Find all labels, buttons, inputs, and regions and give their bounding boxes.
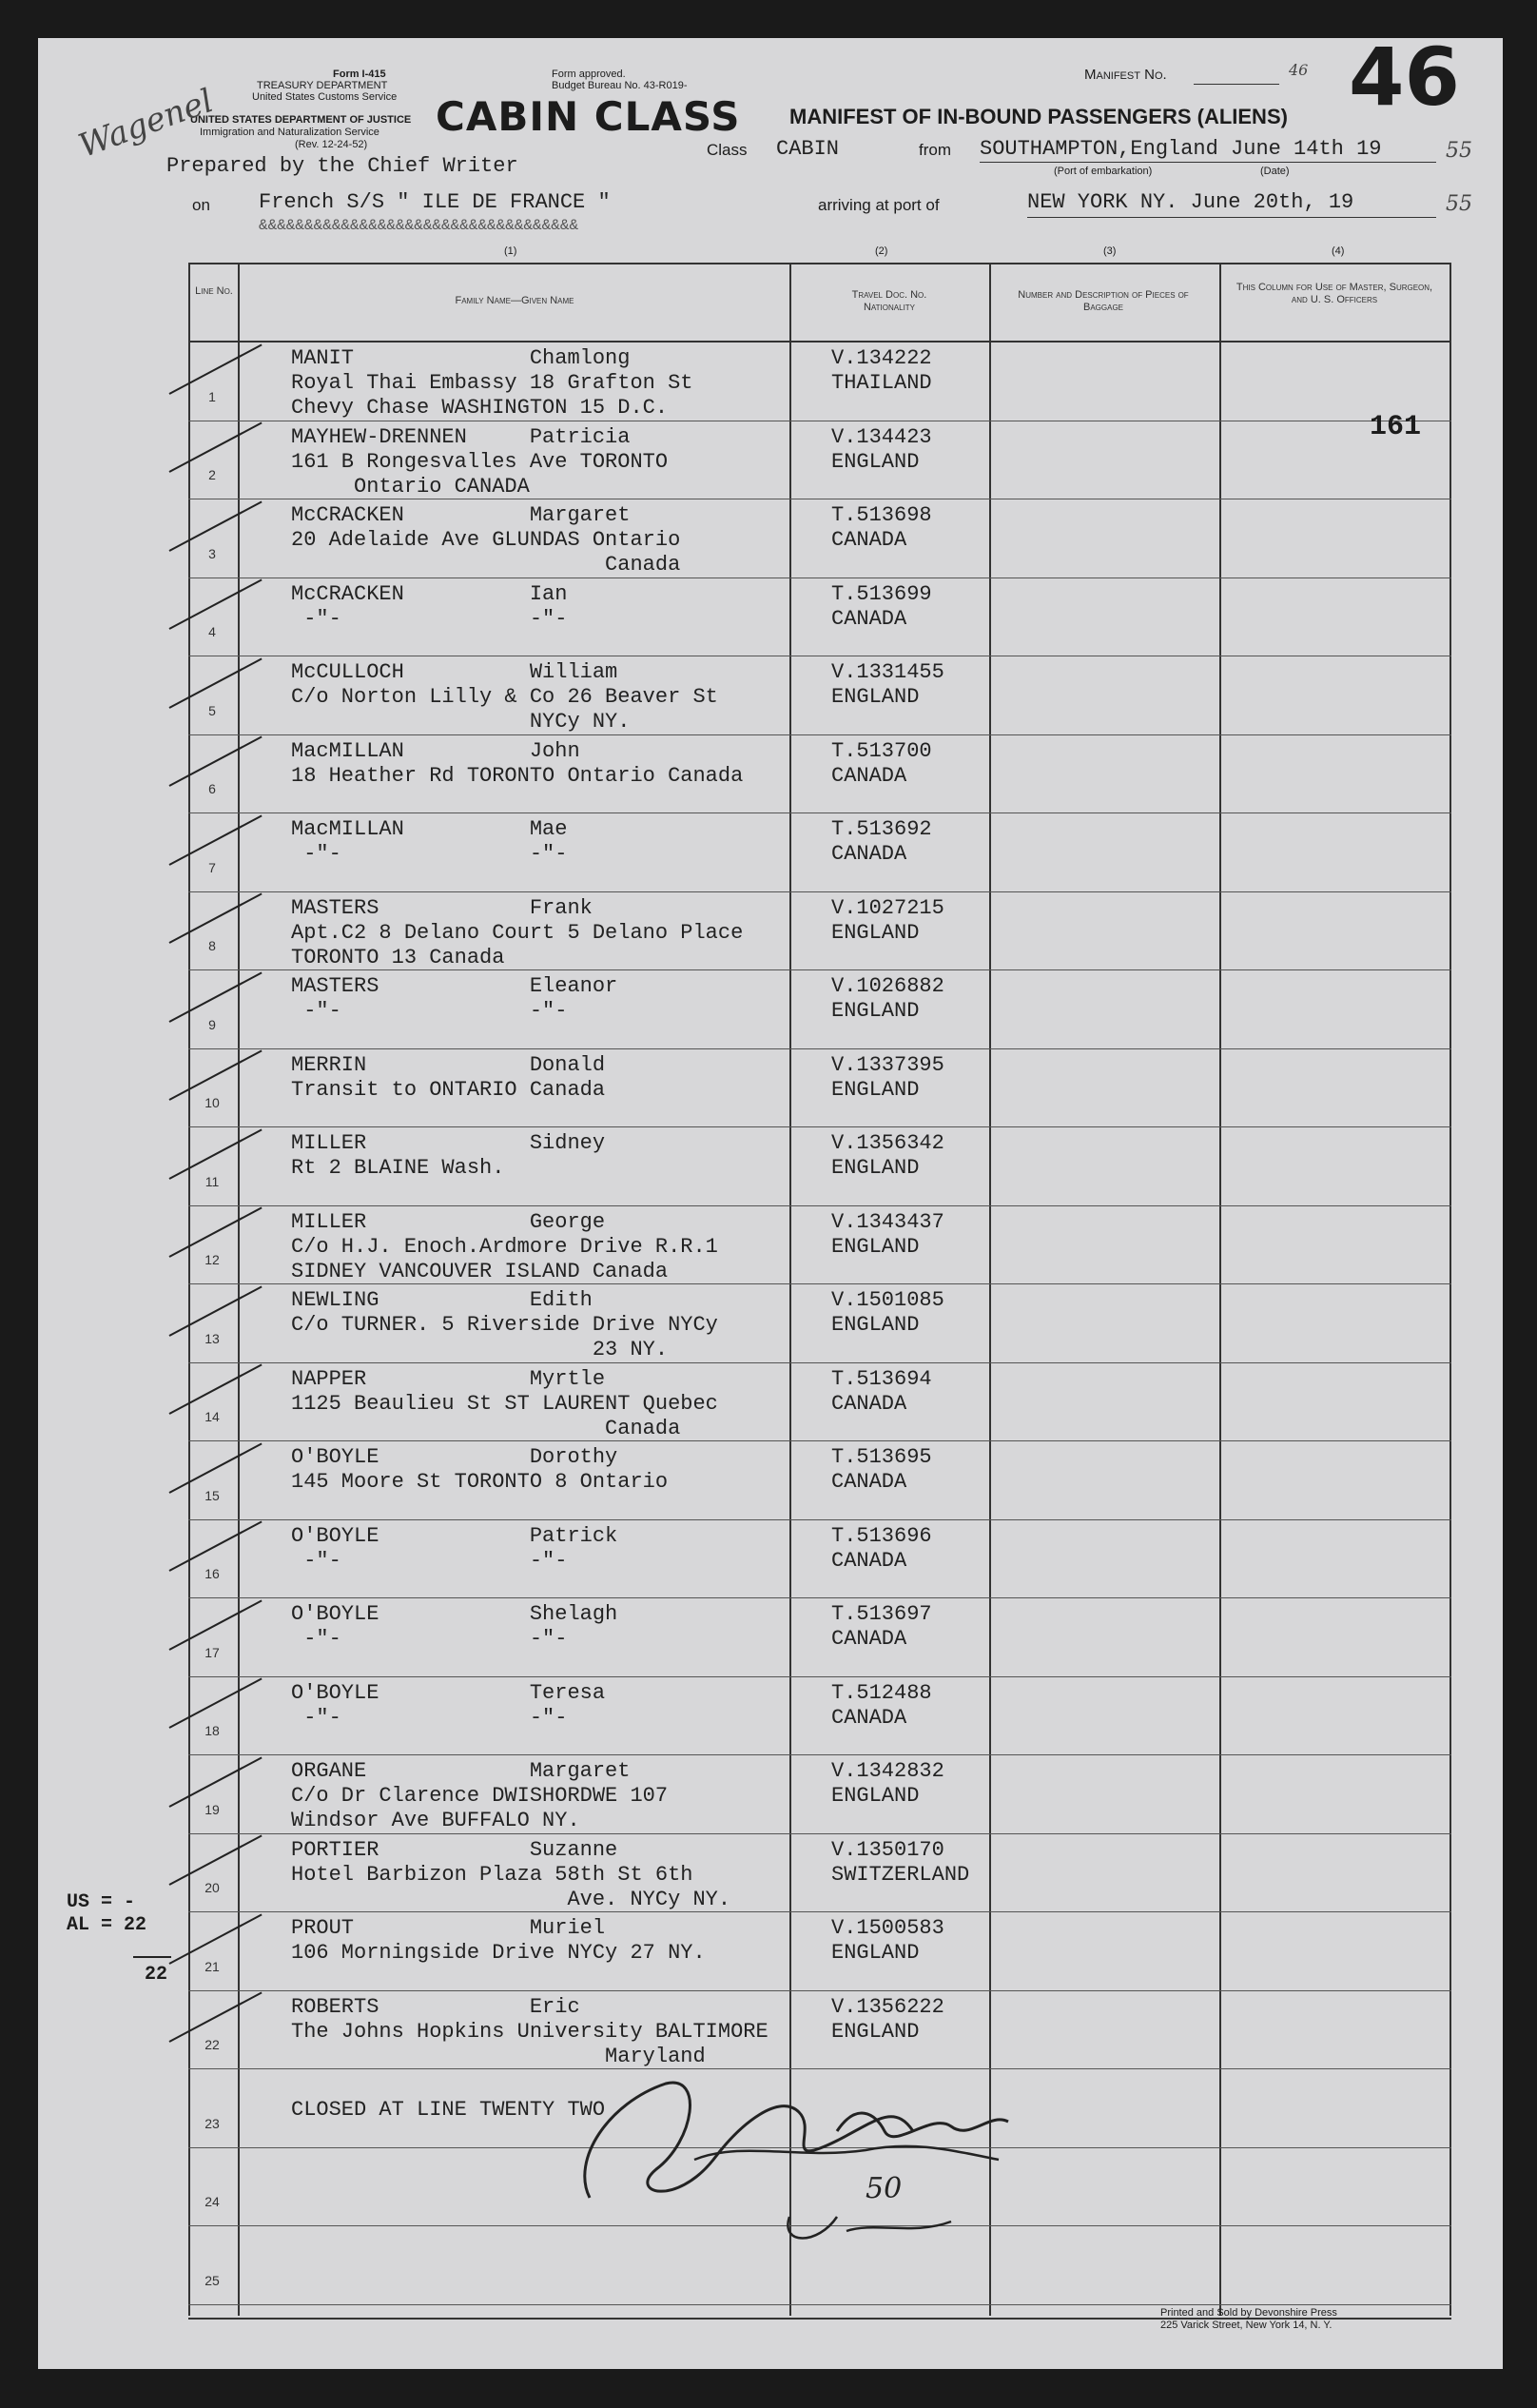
check-mark	[169, 1756, 263, 1807]
header-baggage: Number and Description of Pieces of Baggage	[1018, 289, 1189, 313]
table-row	[188, 1520, 1451, 1599]
nationality: CANADA	[831, 1548, 907, 1573]
passenger-text-line: MASTERS Frank	[291, 895, 593, 920]
header-name: Family Name—Given Name	[455, 295, 574, 306]
row-number: 2	[208, 467, 216, 482]
travel-doc-number: V.1331455	[831, 660, 944, 684]
header-line-no: Line No.	[195, 285, 233, 297]
nationality: CANADA	[831, 528, 907, 552]
form-number: Form I-415	[333, 69, 386, 80]
check-mark	[169, 1599, 263, 1650]
nationality: CANADA	[831, 606, 907, 631]
nationality: ENGLAND	[831, 999, 920, 1023]
col-num-1: (1)	[504, 245, 517, 257]
travel-doc-number: V.1026882	[831, 974, 944, 998]
cabin-class-title: CABIN CLASS	[436, 93, 741, 140]
row-number: 24	[204, 2194, 220, 2209]
check-mark	[169, 1991, 263, 2042]
nationality: SWITZERLAND	[831, 1862, 970, 1887]
nationality: ENGLAND	[831, 685, 920, 709]
table-row	[188, 1677, 1451, 1756]
on-label: on	[192, 196, 210, 214]
ship-name: French S/S " ILE DE FRANCE "	[259, 190, 611, 214]
passenger-text-line: Windsor Ave BUFFALO NY.	[291, 1809, 580, 1832]
passenger-text-line: Transit to ONTARIO Canada	[291, 1077, 606, 1102]
check-mark	[169, 1049, 263, 1100]
passenger-text-line: Hotel Barbizon Plaza 58th St 6th	[291, 1862, 693, 1887]
passenger-text-line: O'BOYLE Shelagh	[291, 1602, 618, 1626]
nationality: CANADA	[831, 763, 907, 788]
row-number: 15	[204, 1487, 220, 1503]
nationality: ENGLAND	[831, 2019, 920, 2044]
row-number: 1	[208, 388, 216, 404]
passenger-text-line: 1125 Beaulieu St ST LAURENT Quebec	[291, 1391, 718, 1416]
passenger-text-line: MILLER Sidney	[291, 1131, 606, 1155]
row-number: 4	[208, 624, 216, 639]
passenger-text-line: Maryland	[291, 2044, 706, 2068]
manifest-no-label: Manifest No.	[1084, 67, 1167, 83]
arriving-label: arriving at port of	[818, 196, 940, 214]
passenger-text-line: McCRACKEN Margaret	[291, 503, 631, 527]
passenger-text-line: C/o TURNER. 5 Riverside Drive NYCy	[291, 1313, 718, 1337]
table-row	[188, 1441, 1451, 1520]
table-row	[188, 1598, 1451, 1677]
nationality: ENGLAND	[831, 1313, 920, 1337]
table-row	[188, 343, 1451, 421]
nationality: ENGLAND	[831, 1784, 920, 1808]
approved-line-2: Budget Bureau No. 43-R019-	[552, 80, 688, 91]
check-mark	[169, 500, 263, 551]
travel-doc-number: V.134423	[831, 424, 932, 449]
dept-line-3: UNITED STATES DEPARTMENT OF JUSTICE	[190, 114, 412, 126]
passenger-text-line: -"- -"-	[291, 606, 568, 631]
passenger-text-line: O'BOYLE Dorothy	[291, 1445, 618, 1469]
check-mark	[169, 1285, 263, 1336]
table-row	[188, 1363, 1451, 1442]
passenger-text-line: -"- -"-	[291, 999, 568, 1023]
col-num-3: (3)	[1103, 245, 1117, 257]
manifest-no-value: 46	[1289, 61, 1309, 79]
nationality: ENGLAND	[831, 1077, 920, 1102]
dept-line-4: Immigration and Naturalization Service	[200, 127, 379, 138]
nationality: ENGLAND	[831, 449, 920, 474]
passenger-text-line: MacMILLAN Mae	[291, 817, 568, 841]
check-mark	[169, 343, 263, 394]
travel-doc-number: T.513694	[831, 1366, 932, 1391]
nationality: CANADA	[831, 1391, 907, 1416]
passenger-text-line: -"- -"-	[291, 1705, 568, 1730]
passenger-text-line: ORGANE Margaret	[291, 1759, 631, 1783]
passenger-text-line: MANIT Chamlong	[291, 346, 631, 370]
margin-count: 161	[1370, 411, 1422, 443]
passenger-text-line: NYCy NY.	[291, 710, 631, 734]
passenger-text-line: Royal Thai Embassy 18 Grafton St	[291, 371, 693, 395]
table-row	[188, 970, 1451, 1049]
arrival-port: NEW YORK NY. June 20th, 19	[1027, 190, 1354, 214]
travel-doc-number: V.134222	[831, 346, 932, 370]
passenger-text-line: 20 Adelaide Ave GLUNDAS Ontario	[291, 528, 681, 552]
passenger-text-line: -"- -"-	[291, 842, 568, 866]
row-number: 7	[208, 859, 216, 875]
row-number: 13	[204, 1330, 220, 1346]
col-num-2: (2)	[875, 245, 888, 257]
row-number: 20	[204, 1880, 220, 1895]
nationality: ENGLAND	[831, 1234, 920, 1259]
embarkation-value: SOUTHAMPTON,England June 14th 19	[980, 137, 1382, 161]
nationality: CANADA	[831, 1705, 907, 1730]
table-row	[188, 1284, 1451, 1363]
passenger-text-line: O'BOYLE Teresa	[291, 1680, 606, 1705]
passenger-text-line: McCRACKEN Ian	[291, 581, 568, 606]
passenger-text-line: MILLER George	[291, 1209, 606, 1234]
passenger-text-line: MacMILLAN John	[291, 738, 580, 763]
row-number: 14	[204, 1409, 220, 1424]
rev-date: (Rev. 12-24-52)	[295, 139, 368, 150]
travel-doc-number: T.513698	[831, 503, 932, 527]
passenger-text-line: McCULLOCH William	[291, 660, 618, 684]
table-row	[188, 1049, 1451, 1128]
nationality: CANADA	[831, 1627, 907, 1651]
tally-al: AL = 22	[67, 1914, 147, 1936]
nationality: ENGLAND	[831, 920, 920, 945]
table-row	[188, 813, 1451, 892]
row-number: 8	[208, 938, 216, 953]
header-travel-doc: Travel Doc. No. Nationality	[851, 289, 927, 313]
row-number: 11	[204, 1173, 220, 1189]
table-row	[188, 1912, 1451, 1991]
passenger-text-line: C/o H.J. Enoch.Ardmore Drive R.R.1	[291, 1234, 718, 1259]
header-officers: This Column for Use of Master, Surgeon, and U. S. Officers	[1235, 282, 1433, 305]
check-mark	[169, 1520, 263, 1571]
table-row	[188, 892, 1451, 971]
passenger-text-line: 106 Morningside Drive NYCy 27 NY.	[291, 1941, 706, 1965]
row-number: 10	[204, 1095, 220, 1110]
passenger-text-line: -"- -"-	[291, 1627, 568, 1651]
embark-year: 55	[1446, 139, 1472, 163]
check-mark	[169, 814, 263, 865]
table-row	[188, 578, 1451, 657]
printer-line-1: Printed and Sold by Devonshire Press	[1160, 2307, 1337, 2319]
table-row	[188, 1206, 1451, 1285]
passenger-text-line: 23 NY.	[291, 1338, 669, 1361]
nationality: ENGLAND	[831, 1156, 920, 1180]
passenger-text-line: Ontario CANADA	[291, 474, 530, 499]
handwritten-note: Wagenel	[73, 82, 219, 166]
approved-line-1: Form approved.	[552, 69, 626, 80]
passenger-text-line: C/o Norton Lilly & Co 26 Beaver St	[291, 685, 718, 709]
row-number: 22	[204, 2037, 220, 2052]
row-number: 18	[204, 1723, 220, 1738]
travel-doc-number: T.513700	[831, 738, 932, 763]
travel-doc-number: V.1027215	[831, 895, 944, 920]
check-mark	[169, 1363, 263, 1414]
table-row	[188, 1127, 1451, 1206]
table-row	[188, 499, 1451, 578]
row-number: 23	[204, 2115, 220, 2131]
travel-doc-number: V.1350170	[831, 1837, 944, 1862]
travel-doc-number: V.1356342	[831, 1131, 944, 1155]
passenger-text-line: Canada	[291, 1416, 681, 1440]
check-mark	[169, 657, 263, 708]
table-row	[188, 1834, 1451, 1913]
travel-doc-number: T.513696	[831, 1523, 932, 1548]
passenger-text-line: Ave. NYCy NY.	[291, 1887, 731, 1911]
passenger-text-line: SIDNEY VANCOUVER ISLAND Canada	[291, 1259, 669, 1283]
check-mark	[169, 735, 263, 786]
passenger-text-line: Rt 2 BLAINE Wash.	[291, 1156, 505, 1180]
passenger-text-line: Canada	[291, 553, 681, 577]
tally-total: 22	[145, 1964, 168, 1986]
col-num-4: (4)	[1332, 245, 1345, 257]
nationality: CANADA	[831, 842, 907, 866]
passenger-text-line: 145 Moore St TORONTO 8 Ontario	[291, 1470, 669, 1494]
check-mark	[169, 578, 263, 629]
printer-line-2: 225 Varick Street, New York 14, N. Y.	[1160, 2320, 1333, 2331]
passenger-text-line: NAPPER Myrtle	[291, 1366, 606, 1391]
table-row	[188, 656, 1451, 735]
travel-doc-number: T.513699	[831, 581, 932, 606]
dept-line-2: United States Customs Service	[252, 91, 398, 103]
row-number: 12	[204, 1252, 220, 1267]
passenger-text-line: Chevy Chase WASHINGTON 15 D.C.	[291, 396, 669, 420]
manifest-sheet: Form I-415 TREASURY DEPARTMENT United States Customs Service UNITED STATES DEPARTMENT OF JUSTICE Immigration and Naturalization Service (Rev. 12-24-52) Form approved. Budget Bureau No. 43-R019- Wagenel CABIN CLASS MANIFEST OF IN-BOUND PASSENGERS (ALIENS) Manifest No. 46 46 Class CABIN from SOUTHAMPTON,England June 14th 19 55 (Port of embarkation) (Date) Prepared by the Chief Writer on French S/S " ILE DE FRANCE " &&&&&&&&&&&&&&&&&&&&&&&&&&&&&&&&&&& arriving at port of NEW YORK NY. June 20th, 19 55 (1) (2) (3) (4) Line No. Family Name—Given Name Travel Doc. No. Nationality Number and Description of Pieces of Baggage This Column for Use of Master, Surgeon, and U. S. Officers 1 MANIT Chamlong Royal Thai Embassy 18 Grafton St Chevy Chase WASHINGTON 15 D.C. V.134222 THAILAND 2 MAYHEW-DRENNEN Patricia 161 B Rongesvalles Ave TORONTO Ontario CANADA V.134423 ENGLAND 3 McCRACKEN Margaret 20 Adelaide Ave GLUNDAS Ontario Canada T.513698 CANADA 4 McCRACKEN Ian -"- -"- T.513699 CANADA 5 McCULLOCH William C/o Norton Lilly & Co 26 Beaver St NYCy NY. V.1331455 ENGLAND 6 MacMILLAN John 18 Heather Rd TORONTO Ontario Canada T.513700 CANADA 7 MacMILLAN Mae -"- -"- T.513692 CANADA 8 MASTERS Frank Apt.C2 8 Delano Court 5 Delano Place TORONTO 13 Canada V.1027215 ENGLAND 9 MASTERS Eleanor -"- -"- V.1026882 ENGLAND 10 MERRIN Donald Transit to ONTARIO Canada V.1337395 ENGLAND 11 MILLER Sidney Rt 2 BLAINE Wash. V.1356342 ENGLAND 12 MILLER George C/o H.J. Enoch.Ardmore Drive R.R.1 SIDNEY VANCOUVER ISLAND Canada V.1343437 ENGLAND 13 NEWLING Edith C/o TURNER. 5 Riverside Drive NYCy 23 NY. V.1501085 ENGLAND 14 NAPPER Myrtle 1125 Beaulieu St ST LAURENT Quebec Canada T.513694 CANADA 15 O'BOYLE Dorothy 145 Moore St TORONTO 8 Ontario T.513695 CANADA 16 O'BOYLE Patrick -"- -"- T.513696 CANADA 17 O'BOYLE Shelagh -"- -"- T.513697 CANADA 18 O'BOYLE Teresa -"- -"- T.512488 CANADA 19 ORGANE Margaret C/o Dr Clarence DWISHORDWE 107 Windsor Ave BUFFALO NY. V.1342832 ENGLAND 20 PORTIER Suzanne Hotel Barbizon Plaza 58th St 6th Ave. NYCy NY. V.1350170 SWITZERLAND 21 PROUT Muriel 106 Morningside Drive NYCy 27 NY. V.1500583 ENGLAND 22 ROBERTS Eric The Johns Hopkins University BALTIMORE Maryland V.1356222 ENGLAND 23 CLOSED AT LINE TWENTY TWO 24 25 161 US = - AL = 22 22 50 Printed and Sold by Devonshire Press 225 Varick Street, New York 14, N. Y.	[38, 38, 1503, 2369]
passenger-text-line: PROUT Muriel	[291, 1916, 606, 1940]
class-value: CABIN	[776, 137, 840, 161]
passenger-text-line: 161 B Rongesvalles Ave TORONTO	[291, 449, 669, 474]
check-mark	[169, 971, 263, 1022]
prepared-by: Prepared by the Chief Writer	[166, 154, 518, 178]
passenger-text-line: O'BOYLE Patrick	[291, 1523, 618, 1548]
check-mark	[169, 1913, 263, 1964]
travel-doc-number: T.513697	[831, 1602, 932, 1626]
nationality: CANADA	[831, 1470, 907, 1494]
row-number: 5	[208, 702, 216, 718]
check-mark	[169, 1677, 263, 1728]
travel-doc-number: V.1342832	[831, 1759, 944, 1783]
row-number: 25	[204, 2272, 220, 2288]
table-row	[188, 421, 1451, 500]
passenger-text-line: NEWLING Edith	[291, 1288, 593, 1312]
travel-doc-number: T.513692	[831, 817, 932, 841]
row-number: 6	[208, 781, 216, 796]
date-note: (Date)	[1260, 166, 1290, 177]
row-number: 16	[204, 1566, 220, 1581]
travel-doc-number: V.1501085	[831, 1288, 944, 1312]
passenger-text-line: MASTERS Eleanor	[291, 974, 618, 998]
travel-doc-number: V.1337395	[831, 1052, 944, 1077]
dept-line-1: TREASURY DEPARTMENT	[257, 80, 388, 91]
travel-doc-number: V.1356222	[831, 1994, 944, 2019]
travel-doc-number: T.512488	[831, 1680, 932, 1705]
inspector-signature	[552, 2026, 1084, 2255]
big-page-number: 46	[1349, 30, 1460, 124]
table-row	[188, 735, 1451, 814]
nationality: ENGLAND	[831, 1941, 920, 1965]
travel-doc-number: T.513695	[831, 1445, 932, 1469]
passenger-text-line: TORONTO 13 Canada	[291, 945, 505, 969]
row-number: 19	[204, 1801, 220, 1817]
check-mark	[169, 892, 263, 943]
passenger-text-line: Apt.C2 8 Delano Court 5 Delano Place	[291, 920, 744, 945]
passenger-text-line: PORTIER Suzanne	[291, 1837, 618, 1862]
passenger-text-line: CLOSED AT LINE TWENTY TWO	[291, 2098, 606, 2122]
from-label: from	[919, 141, 951, 159]
passenger-text-line: 18 Heather Rd TORONTO Ontario Canada	[291, 763, 744, 788]
passenger-text-line: MERRIN Donald	[291, 1052, 606, 1077]
arrival-year: 55	[1446, 192, 1472, 216]
check-mark	[169, 1206, 263, 1257]
embark-note: (Port of embarkation)	[1054, 166, 1153, 177]
nationality: THAILAND	[831, 371, 932, 395]
svg-text:50: 50	[866, 2172, 903, 2205]
table-row	[188, 1755, 1451, 1834]
row-number: 9	[208, 1016, 216, 1032]
class-label: Class	[707, 141, 748, 159]
check-mark	[169, 421, 263, 472]
travel-doc-number: V.1500583	[831, 1916, 944, 1940]
row-number: 3	[208, 545, 216, 561]
check-mark	[169, 1834, 263, 1885]
tally-us: US = -	[67, 1891, 136, 1913]
check-mark	[169, 1128, 263, 1179]
row-number: 21	[204, 1958, 220, 1974]
manifest-title: MANIFEST OF IN-BOUND PASSENGERS (ALIENS)	[789, 105, 1288, 128]
passenger-text-line: ROBERTS Eric	[291, 1994, 580, 2019]
passenger-text-line: C/o Dr Clarence DWISHORDWE 107	[291, 1784, 669, 1808]
travel-doc-number: V.1343437	[831, 1209, 944, 1234]
passenger-text-line: -"- -"-	[291, 1548, 568, 1573]
check-mark	[169, 1442, 263, 1493]
passenger-text-line: The Johns Hopkins University BALTIMORE	[291, 2019, 768, 2044]
passenger-text-line: MAYHEW-DRENNEN Patricia	[291, 424, 631, 449]
row-number: 17	[204, 1644, 220, 1660]
